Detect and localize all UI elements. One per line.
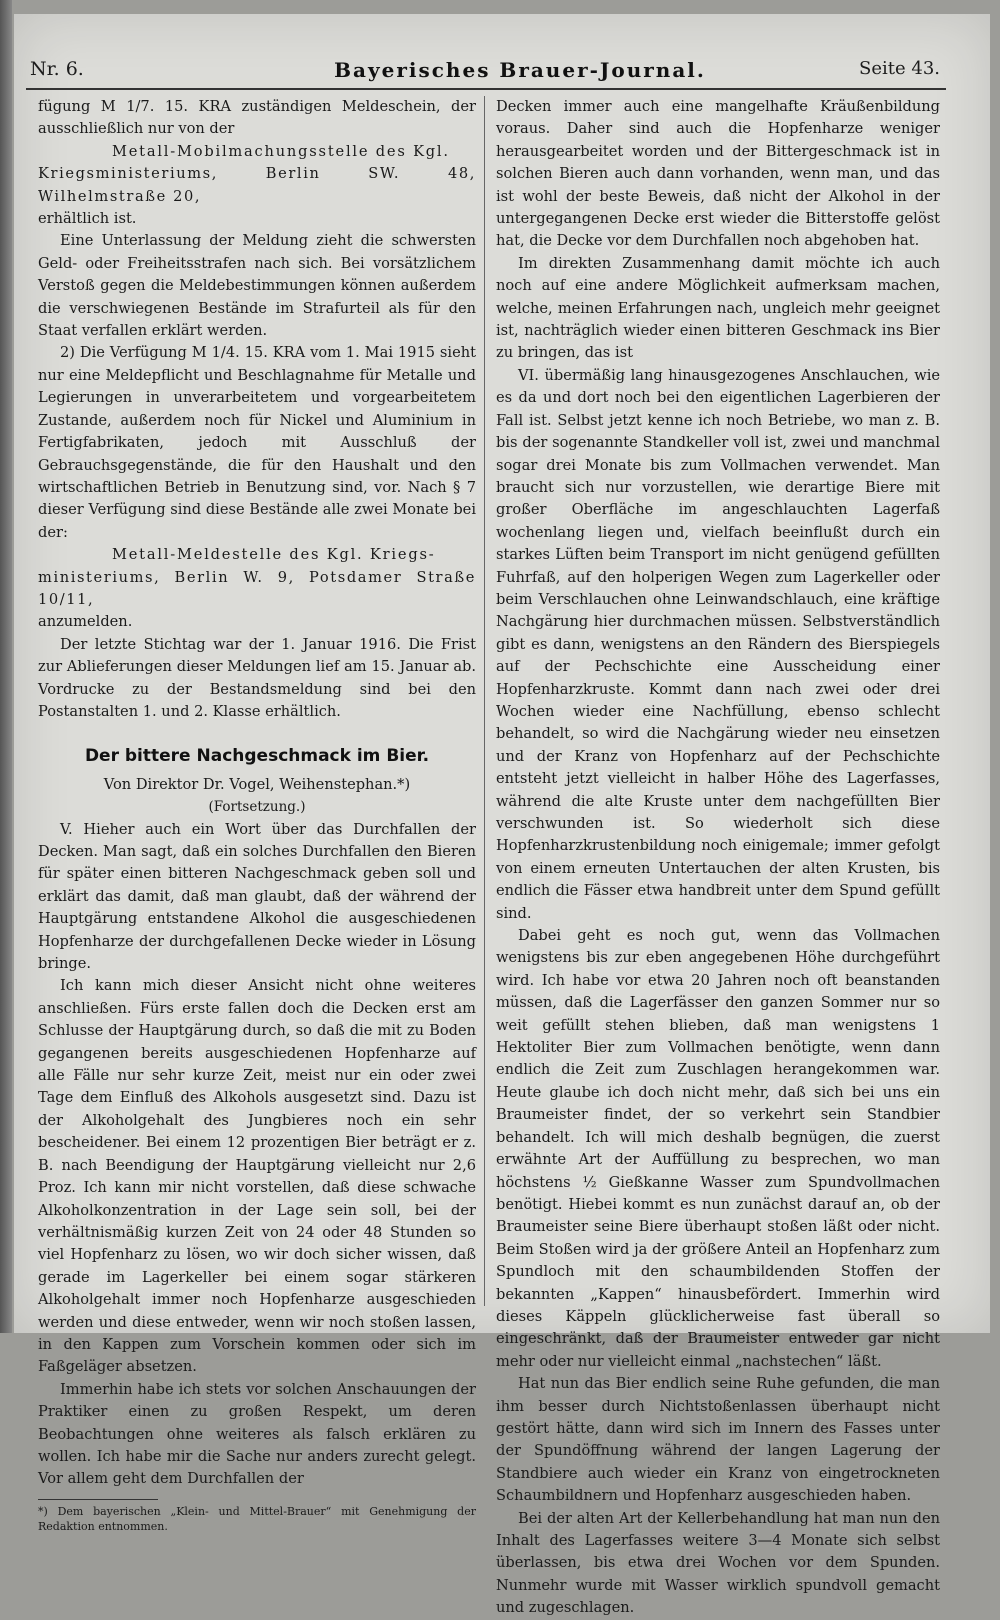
paragraph: Immerhin habe ich stets vor solchen Anschauungen der Praktiker einen zu großen Respekt, um deren Beobachtungen ohne weiteres als falsch erklären zu wollen. Ich habe mir die Sache nur anders zurecht gelegt. Vor allem geht dem Durchfallen der: [38, 1380, 476, 1488]
issue-number: Nr. 6.: [30, 58, 84, 80]
paragraph: erhältlich ist.: [38, 210, 137, 228]
paragraph: 2) Die Verfügung M 1/4. 15. KRA vom 1. Mai 1915 sieht nur eine Meldepflicht und Beschlagnahme für Metalle und Legierungen in unverarbeitetem und vorgearbeitetem Zustande, außerdem noch für Nickel und Aluminium in Fertigfabrikaten, jedoch mit Ausschluß der Gebrauchsgegenstände, die für den Haushalt und den wirtschaftlichen Betrieb in Benutzung sind, vor. Nach § 7 dieser Verfügung sind diese Bestände alle zwei Monate bei der:: [38, 344, 476, 541]
footnote: *) Dem bayerischen „Klein- und Mittel-Brauer“ mit Genehmigung der Redaktion entnommen.: [38, 1504, 476, 1533]
address-line: Metall-Meldestelle des Kgl. Kriegs-: [112, 546, 436, 564]
address-line: Kriegsministeriums, Berlin SW. 48, Wilhelmstraße 20,: [38, 165, 476, 205]
page-header: [30, 58, 940, 86]
paragraph: Hat nun das Bier endlich seine Ruhe gefunden, die man ihm besser durch Nichtstoßenlassen überhaupt nicht gestört hätte, dann wird sich im Innern des Fasses unter der Spundöffnung während der langen Lagerung der Standbiere auch wieder ein Kranz von eingetrockneten Schaumbildnern und Hopfenharz ausgeschieden haben.: [496, 1375, 940, 1505]
continuation-note: (Fortsetzung.): [208, 799, 306, 816]
paragraph: Im direkten Zusammenhang damit möchte ich auch noch auf eine andere Möglichkeit aufmerksam machen, welche, meinen Erfahrungen nach, ungleich mehr geeignet ist, nachträglich wieder einen bitteren Geschmack ins Bier zu bringen, das ist: [496, 254, 940, 362]
paragraph: Eine Unterlassung der Meldung zieht die schwersten Geld- oder Freiheitsstrafen nach sich. Bei vorsätzlichem Verstoß gegen die Meldebestimmungen können außerdem die verschwiegenen Bestände im Strafurteil als für den Staat verfallen erklärt werden.: [38, 232, 476, 340]
paragraph: VI. übermäßig lang hinausgezogenes Anschlauchen, wie es da und dort noch bei den eigentlichen Lagerbieren der Fall ist. Selbst jetzt kenne ich noch Betriebe, wo man z. B. bis der sogenannte Standkeller voll ist, zwei und manchmal sogar drei Monate bis zum Vollmachen verwendet. Man braucht sich nur vorzustellen, wie derartige Biere mit großer Oberfläche im angeschlauchten Lagerfaß wochenlang liegen und, vielfach beeinflußt durch ein starkes Lüften beim Transport im nicht genügend gefüllten Fuhrfaß, auf den holperigen Wegen zum Lagerkeller oder beim Verschlauchen ohne Leinwandschlauch, eine kräftige Nachgärung hier durchmachen müssen. Selbstverständlich gibt es dann, wenigstens an den Rändern des Bierspiegels auf der Pechschichte eine Ausscheidung einer Hopfenharzkruste. Kommt dann nach zwei oder drei Wochen wieder eine Nachfüllung, ebenso schlecht behandelt, so wird die Nachgärung wieder neu einsetzen und der Kranz von Hopfenharz auf der Pechschichte entsteht jetzt vielleicht in halber Höhe des Lagerfasses, während die alte Kruste unter dem nachgefüllten Bier verschwunden ist. So wiederholt sich diese Hopfenharzkrustenbildung noch einigemale; immer gefolgt von einem erneuten Untertauchen der alten Krusten, bis endlich die Fässer etwa handbreit unter dem Spund gefüllt sind.: [496, 366, 940, 922]
paragraph: Dabei geht es noch gut, wenn das Vollmachen wenigstens bis zur eben angegebenen Höhe durchgeführt wird. Ich habe vor etwa 20 Jahren noch oft beanstanden müssen, daß die Lagerfässer den ganzen Sommer nur so weit gefüllt stehen blieben, daß man wenigstens 1 Hektoliter Bier zum Vollmachen benötigte, wenn dann endlich die Zeit zum Zuschlagen herangekommen war. Heute glaube ich doch nicht mehr, daß sich bei uns ein Braumeister findet, der so verkehrt sein Standbier behandelt. Ich will mich deshalb begnügen, die zuerst erwähnte Art der Auffüllung zu besprechen, wo man höchstens ½ Gießkanne Wasser zum Spundvollmachen benötigt. Hiebei kommt es nun zunächst darauf an, ob der Braumeister seine Biere überhaupt stoßen läßt oder nicht. Beim Stoßen wird ja der größere Anteil an Hopfenharz zum Spundloch mit den schaumbildenden Stoffen der bekannten „Kappen“ hinausbefördert. Immerhin wird dieses Käppeln glücklicherweise fast überall so eingeschränkt, daß der Braumeister entweder gar nicht mehr oder nur vielleicht einmal „nachstechen“ läßt.: [496, 927, 940, 1370]
address-line: ministeriums, Berlin W. 9, Potsdamer Straße 10/11,: [38, 568, 476, 608]
footnote-rule: [38, 1499, 158, 1500]
address-line: Metall-Mobilmachungsstelle des Kgl.: [112, 142, 450, 160]
article-title: Der bittere Nachgeschmack im Bier.: [84, 746, 430, 767]
page-number: Seite 43.: [859, 58, 940, 79]
journal-title: Bayerisches Brauer-Journal.: [334, 58, 706, 82]
right-column: [496, 96, 940, 1620]
left-column: [38, 96, 476, 1534]
article-byline: Von Direktor Dr. Vogel, Weihenstephan.*): [103, 775, 411, 793]
paragraph: V. Hieher auch ein Wort über das Durchfallen der Decken. Man sagt, daß ein solches Durchfallen den Bieren für später einen bitteren Nachgeschmack geben soll und erklärt das damit, daß man glaubt, daß der während der Hauptgärung entstandene Alkohol die ausgeschiedenen Hopfenharze der durchgefallenen Decke wieder in Lösung bringe.: [38, 820, 476, 973]
paragraph: anzumelden.: [38, 613, 133, 631]
paragraph: fügung M 1/7. 15. KRA zuständigen Meldeschein, der ausschließlich nur von der: [38, 98, 476, 138]
page-binding-edge: [0, 0, 12, 1333]
paragraph: Bei der alten Art der Kellerbehandlung hat man nun den Inhalt des Lagerfasses weitere 3—4 Monate sich selbst überlassen, bis etwa drei Wochen vor dem Spunden. Nunmehr wurde mit Wasser wirklich spundvoll gemacht und zugeschlagen.: [496, 1509, 940, 1617]
header-rule: [26, 88, 946, 90]
column-divider: [484, 96, 485, 1306]
paragraph: Ich kann mich dieser Ansicht nicht ohne weiteres anschließen. Fürs erste fallen doch die Decken erst am Schlusse der Hauptgärung durch, so daß die mit zu Boden gegangenen bereits ausgeschiedenen Hopfenharze auf alle Fälle nur sehr kurze Zeit, meist nur ein oder zwei Tage dem Einfluß des Alkohols ausgesetzt sind. Dazu ist der Alkoholgehalt des Jungbieres noch ein sehr bescheidener. Bei einem 12 prozentigen Bier beträgt er z. B. nach Beendigung der Hauptgärung vielleicht nur 2,6 Proz. Ich kann mir nicht vorstellen, daß diese schwache Alkoholkonzentration in der Lage sein soll, bei der verhältnismäßig kurzen Zeit von 24 oder 48 Stunden so viel Hopfenharz zu lösen, wo wir doch sicher wissen, daß gerade im Lagerkeller bei einem sogar stärkeren Alkoholgehalt immer noch Hopfenharze ausgeschieden werden und diese entweder, wenn wir noch stoßen lassen, in den Kappen zum Vorschein kommen oder sich im Faßgeläger absetzen.: [38, 977, 476, 1376]
paragraph: Der letzte Stichtag war der 1. Januar 1916. Die Frist zur Ablieferungen dieser Meldungen lief am 15. Januar ab. Vordrucke zu der Bestandsmeldung sind bei den Postanstalten 1. und 2. Klasse erhältlich.: [38, 635, 476, 720]
paragraph: Decken immer auch eine mangelhafte Kräußenbildung voraus. Daher sind auch die Hopfenharze weniger herausgearbeitet worden und der Bittergeschmack ist in solchen Bieren auch dann vorhanden, wenn man, und das ist wohl der beste Beweis, daß nicht der Alkohol in der untergegangenen Decke erst wieder die Bitterstoffe gelöst hat, die Decke vor dem Durchfallen noch abgehoben hat.: [496, 98, 940, 250]
